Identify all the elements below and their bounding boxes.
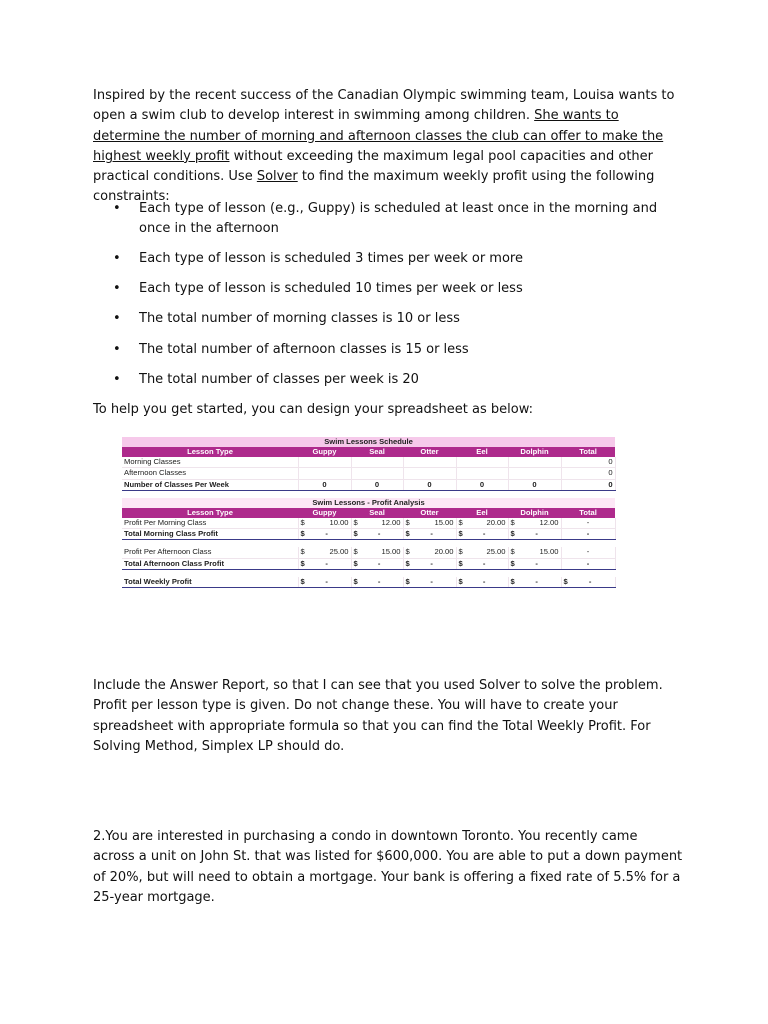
currency-sign: $	[458, 558, 463, 568]
total-morning-total: -	[561, 529, 615, 540]
constraint-item: The total number of afternoon classes is 15 or less	[139, 342, 469, 357]
header-total: Total	[561, 447, 615, 457]
schedule-title: Swim Lessons Schedule	[122, 437, 615, 447]
classes-per-week-eel: 0	[456, 479, 508, 490]
solver-underlined: Solver	[256, 169, 298, 185]
dash-value: -	[588, 576, 592, 586]
header-dolphin: Dolphin	[508, 508, 561, 518]
help-text: To help you get started, you can design your spreadsheet as below:	[93, 402, 533, 417]
currency-sign: $	[405, 576, 410, 586]
dash-value: -	[535, 576, 538, 586]
row-label-total-afternoon: Total Afternoon Class Profit	[122, 558, 298, 569]
dash-value: -	[325, 529, 328, 539]
profit-afternoon-eel: 25.00	[486, 547, 506, 557]
currency-sign: $	[353, 558, 358, 568]
constraint-item: Each type of lesson (e.g., Guppy) is scheduled at least once in the morning and once in the afternoon	[139, 201, 658, 236]
header-lesson-type: Lesson Type	[122, 447, 298, 457]
profit-afternoon-dolphin: 15.00	[539, 547, 559, 557]
currency-sign: $	[353, 547, 358, 557]
header-dolphin: Dolphin	[508, 447, 561, 457]
header-total: Total	[561, 508, 615, 518]
afternoon-total: 0	[561, 468, 615, 479]
constraint-item: The total number of classes per week is 20	[139, 372, 419, 387]
profit-morning-seal: 12.00	[381, 518, 401, 528]
currency-sign: $	[300, 529, 305, 539]
bullet-icon: •	[113, 311, 121, 326]
row-label-profit-afternoon: Profit Per Afternoon Class	[122, 547, 298, 558]
currency-sign: $	[300, 558, 305, 568]
row-label-total-morning: Total Morning Class Profit	[122, 529, 298, 540]
total-afternoon-total: -	[561, 558, 615, 569]
currency-sign: $	[353, 576, 358, 586]
classes-per-week-seal: 0	[351, 479, 403, 490]
header-lesson-type: Lesson Type	[122, 508, 298, 518]
intro-text-2: without exceeding the maximum legal pool capacities and other practical conditions. Use	[93, 148, 654, 185]
currency-sign: $	[458, 518, 463, 528]
header-eel: Eel	[456, 447, 508, 457]
schedule-table	[122, 437, 616, 588]
constraint-item: The total number of morning classes is 10 or less	[139, 311, 460, 326]
currency-sign: $	[300, 518, 305, 528]
spreadsheet-example	[122, 437, 615, 604]
classes-per-week-dolphin: 0	[508, 479, 561, 490]
bullet-icon: •	[113, 372, 121, 387]
header-guppy: Guppy	[298, 447, 351, 457]
currency-sign: $	[300, 547, 305, 557]
profit-morning-total: -	[561, 518, 615, 529]
row-label-profit-morning: Profit Per Morning Class	[122, 518, 298, 529]
row-label-classes-per-week: Number of Classes Per Week	[122, 479, 298, 490]
dash-value: -	[482, 529, 486, 539]
currency-sign: $	[458, 547, 463, 557]
profit-afternoon-seal: 15.00	[381, 547, 401, 557]
intro-paragraph	[93, 86, 683, 208]
profit-title: Swim Lessons - Profit Analysis	[122, 498, 615, 508]
currency-sign: $	[405, 547, 410, 557]
dash-value: -	[535, 558, 538, 568]
profit-morning-otter: 15.00	[434, 518, 454, 528]
bullet-icon: •	[113, 342, 121, 357]
currency-sign: $	[300, 576, 305, 586]
currency-sign: $	[510, 576, 515, 586]
profit-morning-guppy: 10.00	[329, 518, 349, 528]
intro-text-1: Inspired by the recent success of the Canadian Olympic swimming team, Louisa wants to open a swim club to develop interest in swimming among children.	[93, 88, 675, 124]
currency-sign: $	[510, 518, 515, 528]
intro-text-3: to find the maximum weekly profit using the following constraints:	[93, 169, 655, 205]
header-guppy: Guppy	[298, 508, 351, 518]
currency-sign: $	[563, 576, 568, 586]
dash-value: -	[377, 529, 381, 539]
dash-value: -	[325, 576, 328, 586]
profit-morning-dolphin: 12.00	[539, 518, 559, 528]
profit-afternoon-total: -	[561, 547, 615, 558]
currency-sign: $	[405, 558, 410, 568]
currency-sign: $	[353, 518, 358, 528]
dash-value: -	[482, 576, 486, 586]
header-otter: Otter	[403, 508, 456, 518]
currency-sign: $	[458, 529, 463, 539]
currency-sign: $	[458, 576, 463, 586]
intro-underlined-goal: She wants to determine the number of morning and afternoon classes the club can offer to make the highest weekly profit	[93, 108, 664, 164]
currency-sign: $	[510, 547, 515, 557]
dash-value: -	[325, 558, 328, 568]
currency-sign: $	[405, 518, 410, 528]
profit-morning-eel: 20.00	[486, 518, 506, 528]
morning-total: 0	[561, 457, 615, 468]
dash-value: -	[377, 558, 381, 568]
classes-per-week-total: 0	[561, 479, 615, 490]
constraint-item: Each type of lesson is scheduled 10 times per week or less	[139, 281, 523, 296]
classes-per-week-otter: 0	[403, 479, 456, 490]
header-seal: Seal	[351, 447, 403, 457]
profit-afternoon-otter: 20.00	[434, 547, 454, 557]
header-seal: Seal	[351, 508, 403, 518]
currency-sign: $	[353, 529, 358, 539]
dash-value: -	[482, 558, 486, 568]
row-label-total-weekly: Total Weekly Profit	[122, 577, 298, 588]
dash-value: -	[430, 558, 433, 568]
dash-value: -	[430, 529, 433, 539]
row-label-morning: Morning Classes	[122, 457, 298, 468]
currency-sign: $	[405, 529, 410, 539]
dash-value: -	[535, 529, 538, 539]
currency-sign: $	[510, 529, 515, 539]
row-label-afternoon: Afternoon Classes	[122, 468, 298, 479]
bullet-icon: •	[113, 281, 121, 296]
bullet-icon: •	[113, 251, 121, 266]
profit-afternoon-guppy: 25.00	[329, 547, 349, 557]
constraint-item: Each type of lesson is scheduled 3 times per week or more	[139, 251, 523, 266]
bullet-icon: •	[113, 201, 121, 216]
currency-sign: $	[510, 558, 515, 568]
classes-per-week-guppy: 0	[298, 479, 351, 490]
question-2-paragraph: 2.You are interested in purchasing a condo in downtown Toronto. You recently came across a unit on John St. that was listed for $600,000. You are able to put a down payment of 20%, but will need to obtain a mortgage. Your bank is offering a fixed rate of 5.5% for a 25-year mortgage.	[93, 829, 683, 905]
instructions-paragraph: Include the Answer Report, so that I can see that you used Solver to solve the problem. Profit per lesson type is given. Do not change these. You will have to create your spreadsheet with appropriate formula so that you can find the Total Weekly Profit. For Solving Method, Simplex LP should do.	[93, 678, 663, 754]
header-eel: Eel	[456, 508, 508, 518]
dash-value: -	[377, 576, 381, 586]
dash-value: -	[430, 576, 433, 586]
header-otter: Otter	[403, 447, 456, 457]
